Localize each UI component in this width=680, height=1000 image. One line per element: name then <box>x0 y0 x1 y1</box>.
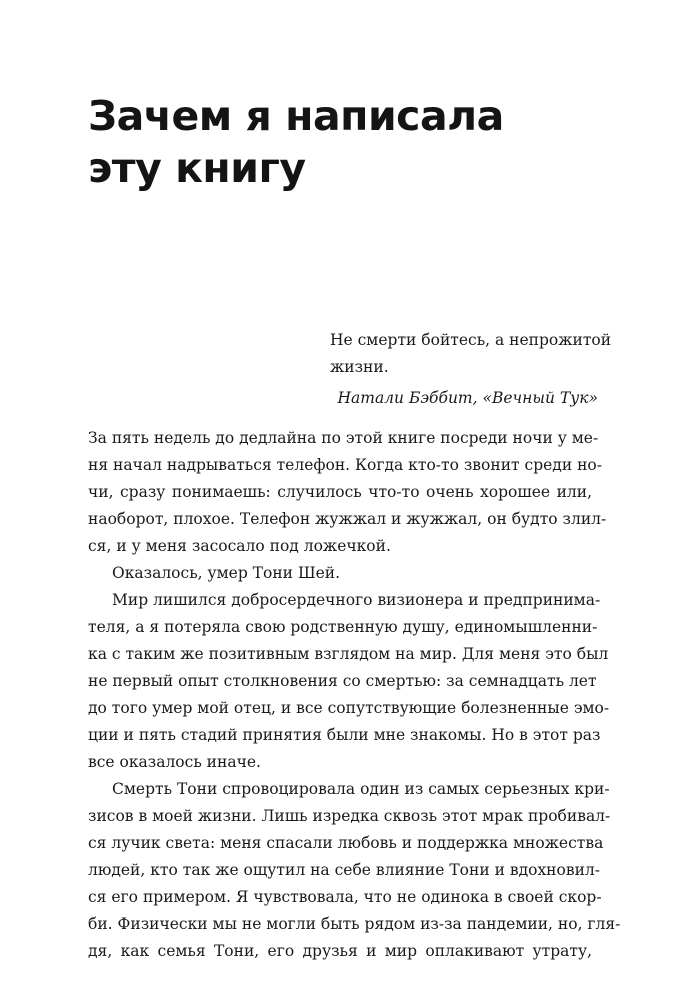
body-text <box>88 425 621 965</box>
epigraph-quote-line: жизни. <box>330 358 389 376</box>
chapter-title <box>88 90 608 194</box>
text-line: Мир лишился добросердечного визионера и предпринима- <box>112 591 601 609</box>
text-line: не первый опыт столкновения со смертью: за семнадцать лет <box>88 672 597 690</box>
text-line: все оказалось иначе. <box>88 753 261 771</box>
text-line: ка с таким же позитивным взглядом на мир. Для меня это был <box>88 645 609 663</box>
text-line: теля, а я потеряла свою родственную душу, единомышленни- <box>88 618 598 636</box>
text-line: Смерть Тони спровоцировала один из самых серьезных кри- <box>112 780 610 798</box>
text-line: наоборот, плохое. Телефон жужжал и жужжал, он будто злил- <box>88 510 607 528</box>
text-line: до того умер мой отец, и все сопутствующие болезненные эмо- <box>88 699 610 717</box>
text-line: ся лучик света: меня спасали любовь и поддержка множества <box>88 834 604 852</box>
text-line: ся, и у меня засосало под ложечкой. <box>88 537 391 555</box>
text-line: За пять недель до дедлайна по этой книге посреди ночи у ме- <box>88 429 599 447</box>
text-line: ня начал надрываться телефон. Когда кто-то звонит среди но- <box>88 456 603 474</box>
epigraph-source: Натали Бэббит, «Вечный Тук» <box>337 389 598 407</box>
text-line: Оказалось, умер Тони Шей. <box>112 564 341 582</box>
text-line: дя, как семья Тони, его друзья и мир оплакивают утрату, <box>88 942 592 960</box>
paragraph <box>88 776 621 965</box>
text-line: ся его примером. Я чувствовала, что не одинока в своей скор- <box>88 888 602 906</box>
text-line: людей, кто так же ощутил на себе влияние Тони и вдохновил- <box>88 861 600 879</box>
paragraph <box>88 560 592 587</box>
paragraph <box>88 425 607 560</box>
epigraph-quote-line: Не смерти бойтесь, а непрожитой <box>330 331 612 349</box>
epigraph <box>330 327 612 412</box>
chapter-title-line: Зачем я написала <box>88 92 504 140</box>
chapter-title-line: эту книгу <box>88 144 306 192</box>
text-line: чи, сразу понимаешь: случилось что-то очень хорошее или, <box>88 483 592 501</box>
text-line: би. Физически мы не могли быть рядом из-за пандемии, но, гля- <box>88 915 621 933</box>
paragraph <box>88 587 610 776</box>
text-line: зисов в моей жизни. Лишь изредка сквозь этот мрак пробивал- <box>88 807 611 825</box>
text-line: ции и пять стадий принятия были мне знакомы. Но в этот раз <box>88 726 601 744</box>
